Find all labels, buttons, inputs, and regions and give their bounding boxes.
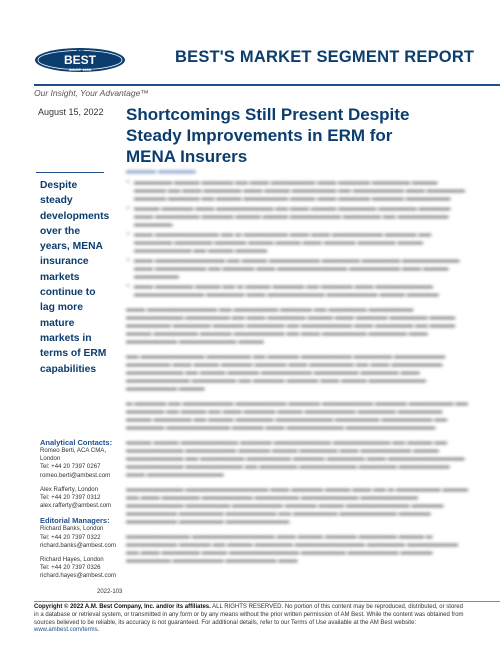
contact-person — [40, 447, 120, 480]
copyright-footer — [34, 604, 466, 635]
contact-phone: Tel: +44 20 7397 0267 — [40, 463, 101, 471]
key-takeaway-blurb: Despite steady developments over the years, MENA insurance markets continue to lag more mature markets in terms of ERM capabilities — [40, 180, 110, 375]
copyright-notice: Copyright © 2022 A.M. Best Company, Inc. and/or its affiliates. — [34, 604, 211, 610]
contact-person — [40, 556, 120, 581]
blurred-paragraph: ▬ ▬▬▬▬▬ ▬▬ ▬▬▬▬▬▬▬▬ ▬▬▬▬▬▬▬▬ ▬▬▬▬▬ ▬▬▬▬▬▬▬▬ ▬▬▬▬▬ ▬▬▬▬▬▬▬ ▬▬ ▬▬▬▬▬▬ ▬▬ ▬▬▬▬ ▬▬ ▬▬▬ ▬▬▬▬▬ ▬▬▬▬ ▬▬▬▬▬▬▬▬ ▬▬▬▬▬▬ ▬▬▬▬▬▬▬ ▬▬▬▬ ▬▬▬▬▬▬ ▬▬ ▬▬▬▬ ▬▬▬▬▬▬ ▬▬▬▬▬▬▬▬▬ ▬▬▬▬▬▬▬ ▬▬▬▬▬▬▬▬ ▬▬ ▬▬▬▬▬▬ ▬▬▬▬▬▬▬▬▬▬ ▬▬▬▬▬ ▬▬▬ ▬▬▬▬▬▬▬▬▬ ▬▬▬▬▬▬▬▬▬▬▬▬▬▬ — [126, 400, 468, 431]
contact-line: Richard Hayes, London — [40, 556, 104, 564]
terms-link[interactable]: www.ambest.com/terms — [34, 627, 98, 634]
contact-email[interactable]: romeo.berti@ambest.com — [40, 471, 111, 479]
blurred-paragraph: ▬▬▬▬ ▬▬▬▬ ▬▬▬▬▬▬▬▬▬ ▬▬▬▬▬ ▬▬▬▬▬▬▬▬▬ ▬▬▬▬▬▬▬▬▬ ▬▬ ▬▬▬▬ ▬▬ ▬▬▬▬▬▬▬▬▬ ▬▬▬▬▬▬▬▬ ▬▬▬▬▬ ▬▬▬▬ ▬▬▬▬▬▬ ▬▬▬ ▬▬▬▬▬▬▬▬ ▬▬▬▬ ▬▬▬▬▬▬▬▬▬ ▬▬ ▬▬▬▬▬▬▬ ▬▬▬▬▬▬▬ ▬▬▬▬▬ ▬▬▬▬▬▬ ▬▬▬ ▬▬▬▬▬▬▬▬▬▬▬▬ ▬▬▬▬▬▬▬▬▬ ▬▬▬▬▬▬▬▬▬ ▬▬ ▬▬▬▬▬▬ ▬▬▬▬▬▬▬▬▬ ▬▬▬▬▬▬ ▬▬▬▬▬▬▬▬ ▬▬▬ ▬▬▬▬▬▬▬▬▬▬▬▬ — [126, 439, 465, 478]
contact-email[interactable]: alex.rafferty@ambest.com — [40, 502, 112, 510]
contact-person — [40, 486, 120, 511]
blurred-paragraph: ▬▬▬▬▬▬▬▬▬▬ ▬▬▬▬▬▬▬▬▬▬▬▬▬ ▬▬▬ ▬▬▬▬ ▬▬▬▬▬ ▬▬▬▬▬▬ ▬▬▬▬ ▬ ▬▬▬▬▬▬▬▬ ▬▬▬▬▬ ▬▬ ▬▬▬▬ ▬▬▬▬▬▬ ▬▬▬▬▬▬▬▬▬▬▬ ▬▬▬▬▬▬ ▬▬▬▬▬▬▬▬ ▬▬ ▬▬▬ ▬▬▬▬▬▬ ▬▬▬▬ ▬▬▬▬▬▬▬▬▬▬▬ ▬▬▬▬▬▬▬ ▬▬▬▬▬▬▬▬ ▬▬▬▬▬ ▬▬▬▬▬▬▬ ▬▬▬▬▬▬▬▬ ▬▬▬▬▬▬▬▬ ▬▬▬ — [126, 533, 458, 564]
analytical-contacts-heading: Analytical Contacts: — [40, 438, 113, 447]
contact-line: Richard Banks, London — [40, 525, 104, 533]
svg-text:SINCE 1899: SINCE 1899 — [68, 67, 92, 72]
blurred-bullet: • ▬▬▬ ▬▬▬▬▬▬▬▬▬▬▬ ▬▬ ▬▬▬▬ ▬▬▬▬▬▬▬▬ ▬▬▬▬▬▬ ▬▬▬▬▬▬ ▬▬▬▬▬▬▬▬▬ ▬▬▬ ▬▬▬▬▬▬▬▬ ▬▬ ▬▬▬▬▬ ▬▬▬ ▬▬▬▬▬▬▬▬▬▬▬ ▬▬▬▬▬▬▬▬ ▬▬▬ ▬▬▬▬ ▬▬▬▬▬▬▬ — [134, 257, 468, 281]
footer-divider — [34, 601, 500, 602]
blurred-subheading: ▬▬▬▬ ▬▬▬▬▬ — [126, 166, 196, 175]
publication-date: August 15, 2022 — [38, 107, 104, 117]
contact-line: Alex Rafferty, London — [40, 485, 99, 493]
editorial-managers-heading: Editorial Managers: — [40, 516, 110, 526]
blurb-divider — [36, 172, 104, 173]
copyright-text: ALL RIGHTS RESERVED. No portion of this content may be reproduced, distributed, or stored in a database or retrieval system, or transmitted in any form or by any means without the prior written permission of AM Best. While the content was obtained from sources believed to be reliable, its accuracy is not guaranteed. For additional details, refer to our Terms of Use available at the AM Best website: — [34, 604, 464, 626]
blurred-article-body — [126, 166, 468, 590]
report-title: BEST'S MARKET SEGMENT REPORT — [175, 48, 475, 66]
headline: Shortcomings Still Present Despite Steady Improvements in ERM for MENA Insurers — [126, 105, 410, 166]
contact-line: Romeo Berti, ACA CMA, — [40, 447, 107, 454]
analytical-contacts — [40, 438, 120, 510]
svg-text:AM: AM — [76, 48, 84, 54]
blurred-paragraph: ▬▬ ▬▬▬▬▬▬▬▬▬▬ ▬▬▬▬▬▬▬ ▬▬ ▬▬▬▬▬ ▬▬▬▬▬▬▬▬ ▬▬▬▬▬▬ ▬▬▬▬▬▬▬▬ ▬▬▬▬▬▬▬ ▬▬▬ ▬▬▬▬ ▬▬▬▬▬ ▬▬▬▬▬ ▬▬▬ ▬▬▬▬▬▬▬ ▬▬ ▬▬▬ ▬▬▬▬▬▬▬▬ ▬▬▬▬▬▬▬▬▬ ▬▬ ▬▬▬▬ ▬▬▬▬▬ ▬▬▬▬▬▬▬▬ ▬▬▬▬▬▬▬ ▬▬▬▬▬▬ ▬▬▬ ▬▬▬▬▬▬▬▬▬▬ ▬▬▬▬▬▬▬ ▬▬ ▬▬▬▬▬ ▬▬▬▬▬ ▬▬▬ ▬▬▬▬ ▬▬▬▬▬▬▬▬▬ ▬▬▬▬▬▬▬▬ ▬▬▬▬ — [126, 353, 446, 392]
header-divider — [34, 84, 500, 86]
svg-text:BEST: BEST — [63, 53, 97, 67]
contact-phone: Tel: +44 20 7397 0326 — [40, 564, 101, 572]
blurred-bullet: • ▬▬▬▬▬▬ ▬▬▬▬ ▬▬▬▬▬ ▬▬ ▬▬▬ ▬▬▬▬▬▬▬ ▬▬▬ ▬▬▬▬▬ ▬▬▬▬▬▬ ▬▬▬▬ ▬▬▬▬▬ ▬▬ ▬▬▬ ▬▬▬▬▬▬ ▬▬▬ ▬▬▬▬ ▬▬▬▬▬▬▬ ▬▬ ▬▬▬▬▬▬▬▬ ▬▬▬ ▬▬▬▬▬▬ ▬▬▬▬▬ ▬▬▬▬▬ ▬▬ ▬▬▬▬ ▬▬▬▬▬▬▬ ▬▬▬▬ ▬▬▬ ▬▬▬▬▬ ▬▬▬▬▬ ▬▬▬▬▬▬▬ — [134, 179, 468, 203]
contact-line: London — [40, 455, 61, 463]
blurred-paragraph: ▬▬▬▬▬▬▬▬▬ ▬▬▬▬▬▬▬▬▬▬▬▬▬ ▬▬▬ ▬▬▬▬▬ ▬▬▬▬ ▬▬▬ ▬▬ ▬ ▬▬▬▬▬▬▬ ▬▬▬▬ ▬▬ ▬▬▬ ▬▬▬▬▬▬ ▬▬▬▬▬▬▬▬ ▬▬▬▬▬▬▬ ▬▬▬▬▬▬▬▬▬ ▬▬▬▬▬▬▬▬▬ ▬▬▬▬▬▬▬▬▬ ▬▬▬▬▬▬▬ ▬▬▬▬▬▬▬▬ ▬▬▬▬▬ ▬▬▬▬ ▬▬▬▬▬▬▬▬▬▬ ▬▬▬▬▬ ▬▬▬▬▬▬▬▬ ▬▬▬▬▬▬▬ ▬▬▬▬▬▬▬▬ ▬▬ ▬▬▬▬▬▬▬ ▬▬▬▬▬▬▬▬▬ ▬▬▬▬▬ ▬▬▬▬▬▬▬▬ ▬▬▬▬▬▬▬ ▬▬▬▬▬▬▬▬▬▬ — [126, 486, 468, 525]
am-best-logo — [34, 44, 126, 76]
contact-phone: Tel: +44 20 7397 0322 — [40, 533, 101, 541]
contact-email[interactable]: richard.hayes@ambest.com — [40, 572, 116, 580]
blurred-bullet: • ▬▬▬ ▬▬▬▬▬▬▬▬▬▬ ▬▬ ▬ ▬▬▬▬▬▬▬ ▬▬▬ ▬▬▬ ▬▬▬▬▬▬▬▬ ▬▬▬▬▬ ▬▬ ▬▬▬▬▬▬ ▬▬▬▬▬▬ ▬▬▬▬▬ ▬▬▬▬ ▬▬▬▬ ▬▬▬ ▬▬▬▬▬ ▬▬▬▬▬▬ ▬▬▬▬ ▬▬▬▬▬▬▬▬▬ ▬▬ ▬▬▬▬ ▬▬▬▬▬ — [134, 231, 468, 255]
contact-email[interactable]: richard.banks@ambest.com — [40, 541, 116, 549]
footer-period: . — [97, 627, 100, 634]
editorial-managers — [40, 516, 120, 580]
contact-person — [40, 525, 120, 550]
blurred-paragraph: ▬▬▬ ▬▬▬▬▬▬▬▬▬▬▬ ▬▬ ▬▬▬▬▬▬▬ ▬▬▬▬▬ ▬▬ ▬▬▬▬▬▬ ▬▬▬▬▬▬▬ ▬▬▬▬▬▬▬▬▬ ▬▬▬▬▬▬▬ ▬▬ ▬▬▬ ▬▬▬▬▬▬ ▬▬▬▬ ▬▬▬ ▬▬▬▬▬ ▬▬▬▬▬▬ ▬▬▬▬ ▬▬▬▬▬▬▬ ▬▬▬▬▬▬ ▬▬▬▬▬ ▬▬▬▬▬▬ ▬▬ ▬▬▬▬▬▬▬▬ ▬▬▬ ▬▬▬▬▬▬ ▬▬ ▬▬▬▬ ▬▬▬▬ ▬▬▬▬▬▬▬ ▬▬▬▬▬ ▬▬▬▬▬▬▬▬ ▬▬ ▬▬▬ ▬▬▬▬▬▬▬ ▬▬▬▬▬▬ ▬▬▬ ▬▬▬▬▬▬▬▬ ▬▬▬▬▬▬▬▬▬ ▬▬▬▬ — [126, 306, 456, 345]
contacts-panel — [40, 438, 120, 587]
document-number: 2022-103 — [97, 589, 123, 595]
contact-phone: Tel: +44 20 7397 0312 — [40, 494, 101, 502]
blurred-bullet: • ▬▬▬ ▬▬▬▬▬▬ ▬▬▬▬ ▬▬ ▬ ▬▬▬▬ ▬▬▬▬▬ ▬▬ ▬▬▬▬▬ ▬▬▬ ▬▬▬▬▬▬▬▬▬ ▬▬▬▬▬▬▬▬▬▬▬ ▬▬▬▬▬▬ ▬▬▬ ▬▬▬▬▬▬▬▬▬ ▬▬▬▬▬▬▬▬ ▬▬▬▬ ▬▬▬▬▬ — [134, 283, 468, 299]
blurred-bullet: • ▬▬▬▬ ▬▬▬▬▬ ▬▬▬ ▬▬▬▬▬▬▬▬▬ ▬▬ ▬▬▬ ▬▬▬▬ ▬▬▬▬▬▬ ▬▬▬▬▬▬ ▬▬▬▬▬ ▬▬▬ ▬▬▬▬▬▬▬ ▬▬▬▬▬ ▬▬▬▬ ▬▬▬▬ ▬▬▬▬▬▬▬▬ ▬▬▬▬▬▬ ▬▬ ▬▬▬▬▬▬▬▬ ▬▬▬▬▬▬ — [134, 205, 468, 229]
tagline: Our Insight, Your Advantage™ — [34, 88, 149, 98]
